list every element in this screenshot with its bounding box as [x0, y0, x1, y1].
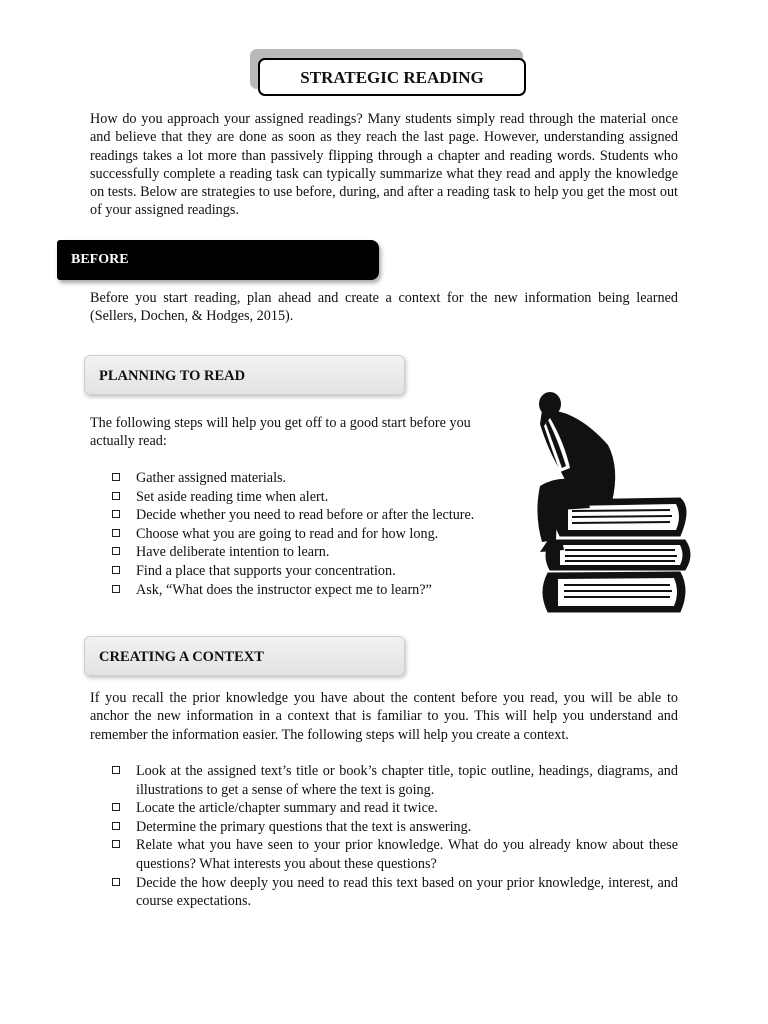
- thinker-on-books-icon: [520, 390, 695, 615]
- before-paragraph: Before you start reading, plan ahead and create a context for the new information being learned (Sellers, Dochen, & Hodges, 2015).: [90, 290, 678, 325]
- checkbox-icon: [112, 547, 120, 555]
- list-item: Choose what you are going to read and for how long.: [90, 525, 510, 544]
- checkbox-icon: [112, 529, 120, 537]
- intro-paragraph: How do you approach your assigned readings? Many students simply read through the material once and believe that they are done as soon as they reach the last page. However, understanding assigned readings takes a lot more than passively flipping through a chapter and reading words. Students who successfully complete a reading task can typically summarize what they read and apply the knowledge on tests. Below are strategies to use before, during, and after a reading task to help you get the most out of your assigned readings.: [90, 111, 678, 219]
- list-item: Decide whether you need to read before or after the lecture.: [90, 506, 510, 525]
- context-intro: If you recall the prior knowledge you have about the content before you read, you will be able to anchor the new information in a context that is familiar to you. This will help you understand and remember the information easier. The following steps will help you create a context.: [90, 690, 678, 743]
- context-checklist: [90, 762, 678, 911]
- checkbox-icon: [112, 566, 120, 574]
- checkbox-icon: [112, 840, 120, 848]
- list-item: Relate what you have seen to your prior knowledge. What do you already know about these questions? What interests you about these questions?: [90, 836, 678, 873]
- list-item: Look at the assigned text’s title or book’s chapter title, topic outline, headings, diagrams, and illustrations to get a sense of where the text is going.: [90, 762, 678, 799]
- list-item: Decide the how deeply you need to read this text based on your prior knowledge, interest, and course expectations.: [90, 874, 678, 911]
- list-item: Locate the article/chapter summary and read it twice.: [90, 799, 678, 818]
- checkbox-icon: [112, 492, 120, 500]
- list-item: Determine the primary questions that the text is answering.: [90, 818, 678, 837]
- page-title: STRATEGIC READING: [258, 58, 526, 96]
- checkbox-icon: [112, 473, 120, 481]
- planning-checklist: [90, 469, 510, 599]
- list-item: Set aside reading time when alert.: [90, 488, 510, 507]
- list-item: Ask, “What does the instructor expect me to learn?”: [90, 581, 510, 600]
- list-item: Gather assigned materials.: [90, 469, 510, 488]
- checkbox-icon: [112, 803, 120, 811]
- subheading-planning-to-read: PLANNING TO READ: [84, 355, 405, 395]
- list-item: Have deliberate intention to learn.: [90, 543, 510, 562]
- checkbox-icon: [112, 510, 120, 518]
- subheading-creating-a-context: CREATING A CONTEXT: [84, 636, 405, 676]
- checkbox-icon: [112, 766, 120, 774]
- section-heading-before: BEFORE: [57, 240, 379, 280]
- list-item: Find a place that supports your concentration.: [90, 562, 510, 581]
- planning-intro: The following steps will help you get off to a good start before you actually read:: [90, 415, 471, 450]
- checkbox-icon: [112, 878, 120, 886]
- checkbox-icon: [112, 822, 120, 830]
- checkbox-icon: [112, 585, 120, 593]
